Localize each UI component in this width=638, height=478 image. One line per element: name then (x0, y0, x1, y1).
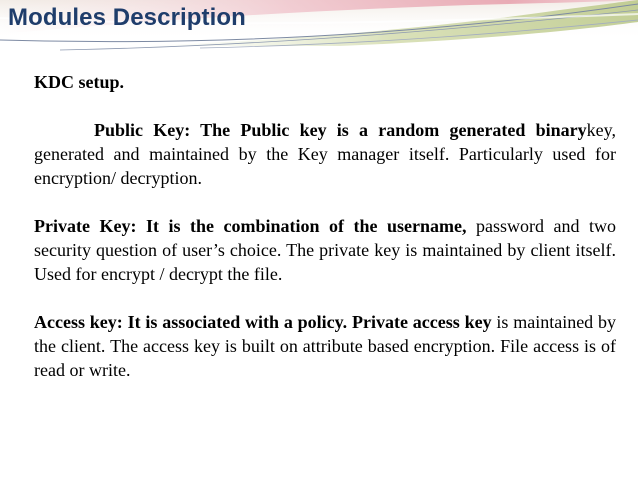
slide-body (34, 70, 616, 382)
public-key-bold: Public Key: The Public key is a random generated binary (94, 120, 587, 140)
kdc-setup-label: KDC setup. (34, 72, 125, 92)
access-key-text: is maintained by the client. The access key is built on attribute based encryption. File access is of read or write. (34, 312, 616, 380)
private-key-bold: Private Key: It is the combination of the username, (34, 216, 467, 236)
public-key-paragraph (34, 118, 616, 190)
access-key-bold: Access key: It is associated with a policy. Private access key (34, 312, 492, 332)
private-key-paragraph (34, 214, 616, 286)
access-key-paragraph (34, 310, 616, 382)
public-key-text: key, generated and maintained by the Key manager itself. Particularly used for encryption/ decryption. (34, 120, 616, 188)
private-key-text: password and two security question of user’s choice. The private key is maintained by client itself. Used for encrypt / decrypt the file. (34, 216, 616, 284)
kdc-setup-heading (34, 70, 616, 94)
slide-title: Modules Description (8, 4, 246, 31)
